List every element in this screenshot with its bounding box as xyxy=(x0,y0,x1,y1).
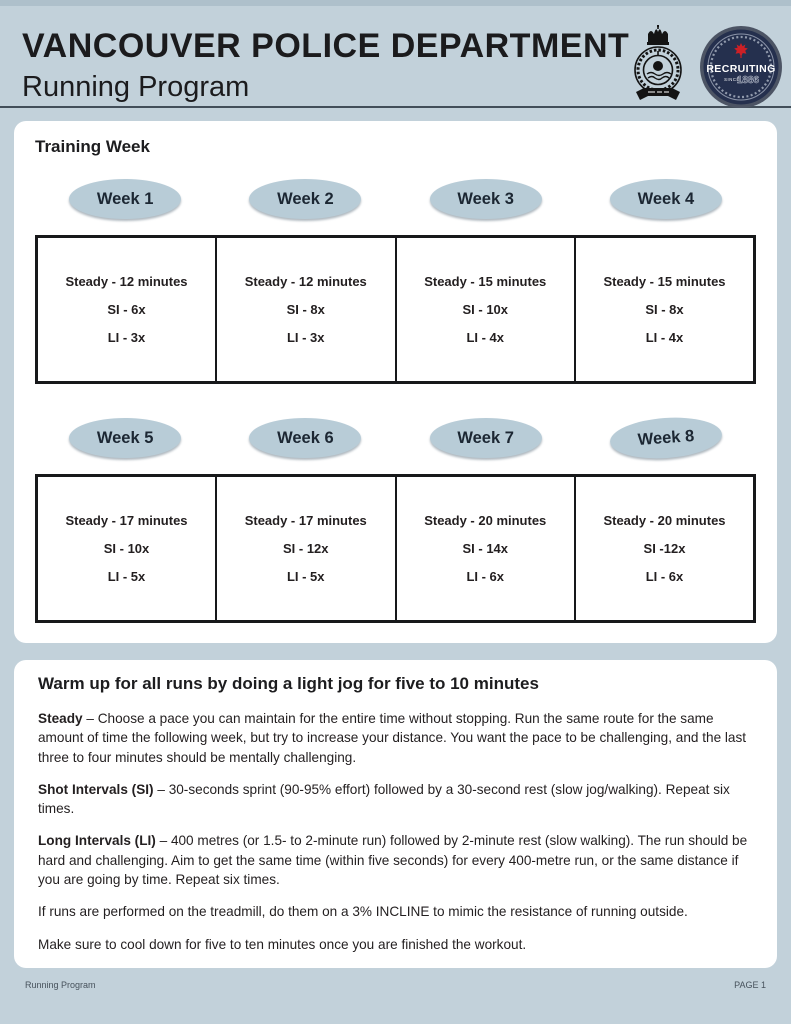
week-badge-label: Week 2 xyxy=(277,189,334,208)
week-badge-1 xyxy=(69,179,181,219)
paragraph-lead: Steady xyxy=(38,711,83,726)
si-line: SI - 14x xyxy=(462,541,509,556)
page-title: VANCOUVER POLICE DEPARTMENT xyxy=(22,27,630,65)
paragraph-cooldown xyxy=(38,935,748,954)
li-line: LI - 3x xyxy=(107,330,146,345)
crest-banner xyxy=(636,88,680,100)
steady-line: Steady - 15 minutes xyxy=(424,274,547,289)
paragraph-steady xyxy=(38,709,748,767)
li-line: LI - 4x xyxy=(645,330,684,345)
si-line: SI - 8x xyxy=(645,302,684,317)
week-badge-label: Week 6 xyxy=(277,428,334,447)
week-badge-row-1 xyxy=(35,179,756,219)
year-label: 1886 xyxy=(736,75,760,86)
recruiting-label: RECRUITING xyxy=(706,63,776,75)
week-badge-label: Week 3 xyxy=(457,189,514,208)
page-subtitle: Running Program xyxy=(22,71,250,103)
recruiting-badge-logo xyxy=(699,25,783,109)
paragraph-shot-intervals xyxy=(38,780,748,819)
si-line: SI - 10x xyxy=(103,541,150,556)
vpd-crest-logo xyxy=(624,24,692,110)
footer-page-number: PAGE 1 xyxy=(734,979,766,990)
week-badge-label: Week 4 xyxy=(637,189,695,208)
week-4-cell xyxy=(575,237,755,383)
li-line: LI - 6x xyxy=(466,569,505,584)
paragraph-text: If runs are performed on the treadmill, do them on a 3% INCLINE to mimic the resistance of running outside. xyxy=(38,904,688,920)
steady-line: Steady - 15 minutes xyxy=(603,274,726,289)
steady-line: Steady - 17 minutes xyxy=(244,513,367,528)
steady-line: Steady - 20 minutes xyxy=(603,513,726,528)
si-line: SI -12x xyxy=(643,541,686,556)
paragraph-text: – 30-seconds sprint (90-95% effort) followed by a 30-second rest (slow jog/walking). Repeat six times. xyxy=(38,781,730,817)
li-line: LI - 4x xyxy=(466,330,505,345)
footer-doc-title: Running Program xyxy=(25,979,96,990)
week-6-cell xyxy=(216,476,396,622)
instructions-card xyxy=(14,660,777,968)
week-badge-label: Week 1 xyxy=(96,189,154,208)
li-line: LI - 6x xyxy=(645,569,684,584)
week-badge-label: Week 7 xyxy=(457,428,514,447)
week-badge-6 xyxy=(249,418,361,458)
li-line: LI - 5x xyxy=(286,569,325,584)
week-badge-7 xyxy=(430,418,542,458)
week-3-cell xyxy=(396,237,576,383)
paragraph-long-intervals xyxy=(38,831,748,889)
crown-icon xyxy=(647,25,669,45)
week-badge-label: Week 5 xyxy=(96,428,154,447)
week-badge-8 xyxy=(609,414,724,462)
week-8-cell xyxy=(575,476,755,622)
paragraph-lead: Long Intervals (LI) xyxy=(38,833,156,849)
week-badge-5 xyxy=(69,418,181,458)
si-line: SI - 10x xyxy=(462,302,509,317)
training-heading: Training Week xyxy=(35,137,150,156)
paragraph-text: – Choose a pace you can maintain for the entire time without stopping. Run the same route for the same amount of time the following week, but try to increase your distance. You want the pace to be challenging, and the last three to four minutes should be mentally challenging. xyxy=(38,711,747,765)
paragraph-treadmill xyxy=(38,902,748,921)
week-badge-row-2 xyxy=(35,418,756,458)
week-2-cell xyxy=(216,237,396,383)
week-5-cell xyxy=(37,476,217,622)
week-badge-3 xyxy=(430,179,542,219)
since-label: SINCE xyxy=(724,77,740,82)
warmup-heading: Warm up for all runs by doing a light jog for five to 10 minutes xyxy=(38,674,539,693)
si-line: SI - 12x xyxy=(282,541,329,556)
li-line: LI - 5x xyxy=(107,569,146,584)
steady-line: Steady - 17 minutes xyxy=(65,513,188,528)
li-line: LI - 3x xyxy=(286,330,325,345)
page-header xyxy=(0,6,791,106)
paragraph-lead: Shot Intervals (SI) xyxy=(38,781,154,797)
week-badge-4 xyxy=(610,179,722,219)
steady-line: Steady - 20 minutes xyxy=(424,513,547,528)
week-badge-2 xyxy=(249,179,361,219)
week-table-2 xyxy=(35,474,756,623)
si-line: SI - 8x xyxy=(286,302,325,317)
steady-line: Steady - 12 minutes xyxy=(65,274,188,289)
week-table-1 xyxy=(35,235,756,384)
week-badge-label: Week 8 xyxy=(636,426,695,449)
header-logos xyxy=(624,24,783,110)
page-footer xyxy=(0,968,791,990)
steady-line: Steady - 12 minutes xyxy=(244,274,367,289)
week-7-cell xyxy=(396,476,576,622)
paragraph-text: Make sure to cool down for five to ten minutes once you are finished the workout. xyxy=(38,936,527,952)
training-week-card xyxy=(14,121,777,643)
paragraph-text: – 400 metres (or 1.5- to 2-minute run) followed by 2-minute rest (slow walking). The run should be hard and challenging. Aim to get the same time (within five seconds) for every 400-metre run, or the same distance if you are going by time. Repeat six times. xyxy=(38,833,748,888)
si-line: SI - 6x xyxy=(107,302,146,317)
week-1-cell xyxy=(37,237,217,383)
